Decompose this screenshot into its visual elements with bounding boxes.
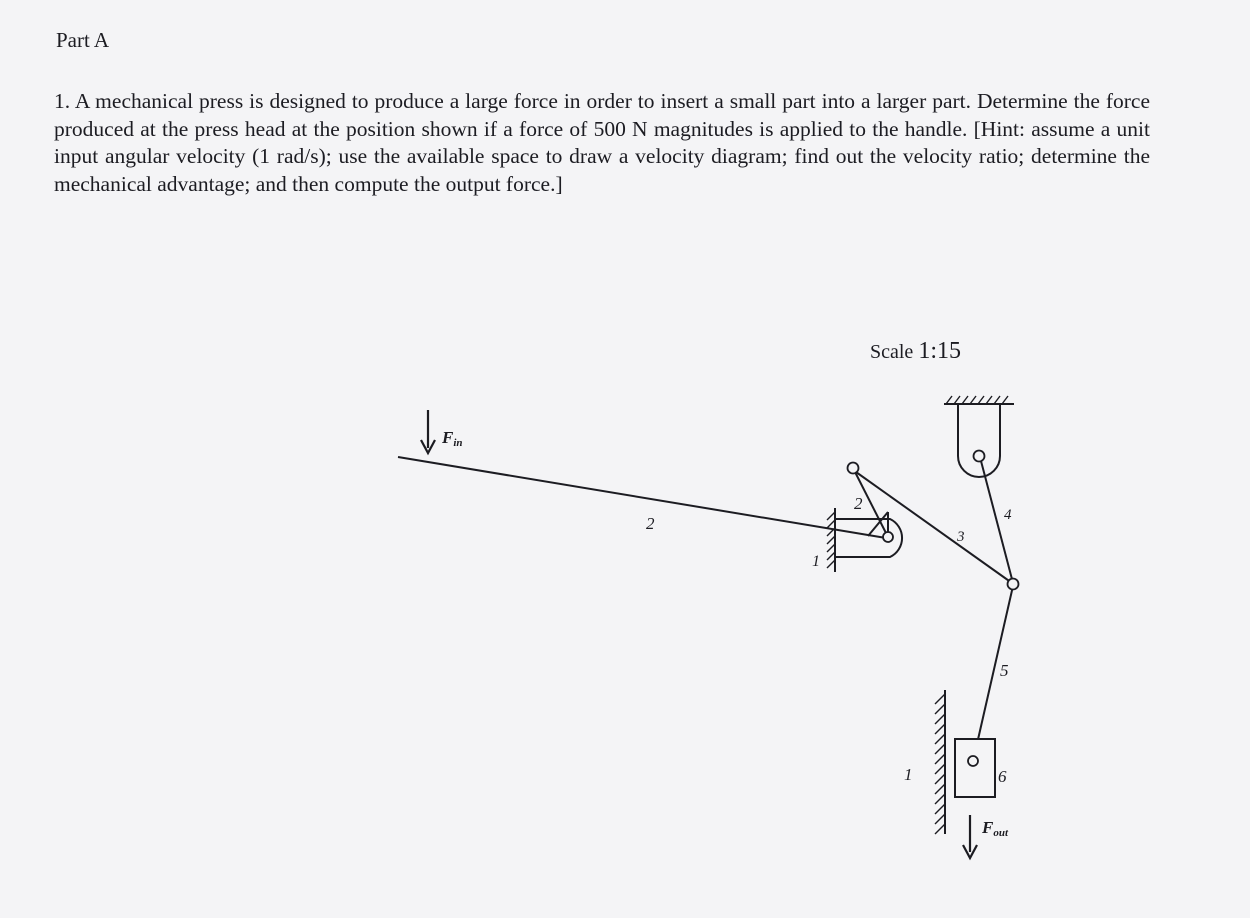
ground-pivot-label: 1 bbox=[812, 553, 820, 570]
slider-joint bbox=[968, 756, 978, 766]
force-out-subscript: out bbox=[993, 827, 1009, 839]
force-in-subscript: in bbox=[453, 437, 463, 449]
scale-word: Scale bbox=[870, 341, 914, 363]
connecting-rod-label: 5 bbox=[1000, 661, 1009, 680]
rocker-bracket bbox=[958, 404, 1000, 477]
ground-pivot-hatch bbox=[827, 508, 835, 572]
part-heading: Part A bbox=[56, 28, 110, 52]
force-in-symbol: F bbox=[442, 428, 454, 447]
ground-top-hatch bbox=[944, 396, 1014, 404]
ground-slider-hatch bbox=[935, 690, 945, 834]
force-in-label bbox=[441, 428, 463, 449]
ground-slider-label: 1 bbox=[904, 765, 913, 784]
rocker-rod-joint bbox=[1008, 579, 1019, 590]
handle-link bbox=[398, 457, 886, 538]
force-out-label bbox=[981, 818, 1009, 839]
rocker-label: 4 bbox=[1004, 507, 1012, 523]
handle-label: 2 bbox=[646, 514, 655, 533]
crank-ground-joint bbox=[883, 532, 893, 542]
force-out-symbol: F bbox=[982, 818, 994, 837]
question-text: 1. A mechanical press is designed to produce a large force in order to insert a small part into a larger part. Determine the force produced at the press head at the position shown if a force of 500 N magnitudes is applied to the handle. [Hint: assume a unit input angular velocity (1 rad/s); use the available space to draw a velocity diagram; find out the velocity ratio; determine the mechanical advantage; and then compute the output force.] bbox=[54, 89, 1150, 196]
force-out-arrow bbox=[963, 815, 977, 858]
slider-block bbox=[955, 739, 995, 797]
force-in-arrow bbox=[421, 410, 435, 453]
crank-label: 2 bbox=[854, 494, 863, 513]
scale-value: 1:15 bbox=[918, 338, 961, 364]
coupler-label: 3 bbox=[957, 529, 965, 545]
slider-label: 6 bbox=[998, 767, 1007, 786]
rocker-ground-joint bbox=[974, 451, 985, 462]
